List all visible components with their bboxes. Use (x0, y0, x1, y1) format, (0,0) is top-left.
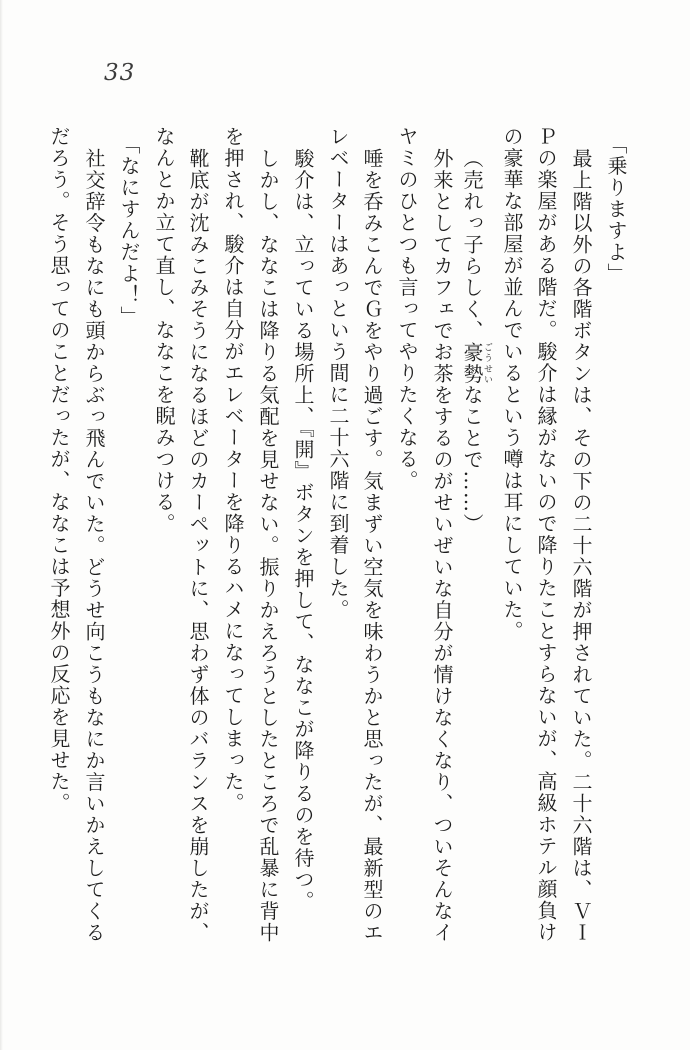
text-column-4: の豪華な部屋が並んでいるという噂は耳にしていた。 (500, 126, 524, 642)
text-column-2: 最上階以外の各階ボタンは、その下の二十六階が押されていた。二十六階は、ＶＩ (569, 148, 593, 944)
text-column-5: （売れっ子らしく、豪勢ごうせいなことで……） (460, 148, 492, 535)
text-column-1: 「乗りますよ」 (604, 134, 628, 285)
text-column-13: 靴底が沈みこみそうになるほどのカーペットに、思わず体のバランスを崩したが、 (186, 148, 210, 944)
text-column-7: ヤミのひとつも言ってやりたくなる。 (395, 126, 419, 492)
text-column-14: なんとか立て直し、ななこを睨みつける。 (152, 126, 176, 535)
text-column-9: レベーターはあっという間に二十六階に到着した。 (326, 126, 350, 621)
text-column-8: 唾を呑みこんでＧをやり過ごす。気まずい空気を味わうかと思ったが、最新型のエ (360, 148, 384, 944)
text-column-12: を押され、駿介は自分がエレベーターを降りるハメになってしまった。 (221, 126, 245, 814)
page-number: 33 (104, 60, 136, 86)
text-column-16: 社交辞令もなにも頭からぶっ飛んでいた。どうせ向こうもなにか言いかえしてくる (82, 148, 106, 944)
text-column-15: 「なにすんだよ！」 (117, 134, 141, 328)
text-column-11: しかし、ななこは降りる気配を見せない。振りかえろうとしたところで乱暴に背中 (256, 148, 280, 944)
text-column-6: 外来としてカフェでお茶をするのがせいぜいな自分が情けなくなり、ついそんなイ (430, 148, 454, 944)
text-column-17: だろう。そう思ってのことだったが、ななこは予想外の反応を見せた。 (47, 126, 71, 814)
furigana-ruby: 豪勢ごうせい (460, 341, 492, 385)
text-column-10: 駿介は、立っている場所上、『開』ボタンを押して、ななこが降りるのを待つ。 (291, 148, 315, 912)
text-column-3: Ｐの楽屋がある階だ。駿介は縁がないので降りたことすらないが、高級ホテル顔負け (534, 126, 558, 943)
